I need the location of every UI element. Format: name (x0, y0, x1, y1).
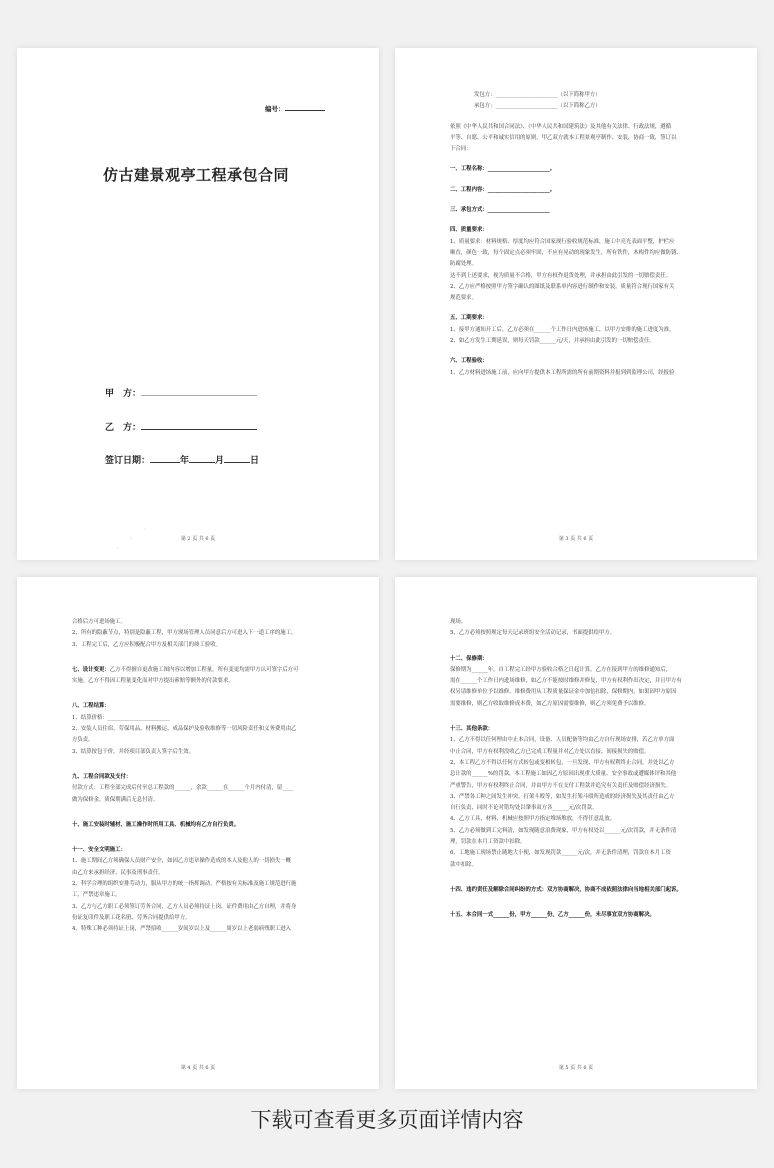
text-line: 严重警告，甲方有权利终止合同，并由甲方不在支付工程款并追究有关责任及赔偿经济损失。 (450, 782, 672, 789)
section-heading: 十五、本合同一式______份，甲方______份，乙方______份，未尽事宜双方协商解决。 (450, 912, 655, 919)
text-line: 4、特殊工种必须持证上岗，严禁招收______岁间岁以上及______周岁以上老弱病残职工进入 (72, 926, 292, 933)
text-line: 顺直，颜色一致，每个固定点必须牢固，不应有晃动的现象发生，所有铁件，木构件均应做防锈、 (450, 249, 682, 256)
text-line: 2、所有的隐蔽节点，特别是隐蔽工程，甲方现场管理人员同意后方可进入下一道工序的施工。 (72, 630, 297, 637)
text-line: 付款方式：工程全部完成后付至总工程款的______，余款______在______个月内付清，留____ (72, 785, 294, 792)
document-page-2 (17, 48, 379, 560)
section-heading: 十二、保修期： (450, 655, 488, 662)
party-b-field (105, 420, 257, 433)
text-line: 1、施工期间乙方须确保人员财产安全，如因乙方违章操作造成的本人及他人的一切损失一概 (72, 858, 292, 865)
text-line: 5、乙方必须按照规定每天记录班组安全活动记录，书面提供给甲方。 (450, 630, 616, 637)
text-line: 保修期为______年，自工程完工经甲方验收合格之日起计算，乙方在接到甲方的维修通知后， (450, 666, 672, 673)
section-heading: 七、设计变更： (72, 666, 110, 673)
page-body (450, 90, 708, 379)
party-a-field (105, 386, 257, 399)
page-footer: 第 5 页 共 6 页 (558, 1065, 594, 1071)
text-line: 1、乙方材料进场施工前，应向甲方提供本工程所需的所有前期资料并报到到监理公司，经报验 (450, 369, 675, 376)
day-label: 日 (250, 456, 260, 466)
text-line: 2、本工程乙方不得以任何方式转包或变相转包，一旦发现，甲方有权利终止合同，并处以乙方 (450, 759, 675, 766)
text-line: 2、如乙方发生工期延误，则每天罚款______元/天，并承担由此引发的一切赔偿责任。 (450, 338, 655, 345)
text-line: 发包方：_______________________（以下简称甲方） (474, 92, 601, 98)
section-heading: 十、施工安装时辅材、施工操作时所用工具、机械均有乙方自行负责。 (72, 821, 240, 828)
text-line: 3、工程完工后，乙方应积极配合甲方及相关部门的竣工验收。 (72, 641, 221, 648)
text-line: 4、乙方工具、材料、机械应按照甲方指定堆场堆放，不得任意乱放。 (450, 816, 616, 823)
text-line (72, 665, 330, 676)
party-a-label: 甲 方： (105, 389, 142, 399)
text-line: 2、乙方应严格按照甲方签字确认的图纸及联系单内容进行制作和安装，质量符合现行国家有关 (450, 283, 675, 290)
text-line: 由乙方来承担经济、民事及刑事责任。 (72, 869, 164, 876)
month-label: 月 (215, 456, 225, 466)
spacer (450, 155, 708, 164)
year-label: 年 (180, 456, 190, 466)
text-line: 款中扣除。 (450, 861, 477, 868)
text-line: 下合同： (450, 146, 472, 153)
section-heading: 十一、安全文明施工： (72, 847, 126, 854)
text-line: 3、乙方与乙方职工必须签订劳务合同，乙方人员必须持证上岗，证件费用由乙方自理，并将身 (72, 903, 297, 910)
section-heading: 十四、违约责任及解除合同纠纷的方式：双方协商解决，协商不成依照法律向当地相关部门起诉。 (450, 886, 682, 893)
section-heading: 十三、其他条款： (450, 726, 494, 733)
text-line: 1、乙方不得以任何理由中止本合同，设备、人员配备等均由乙方自行现场安排，若乙方单方面 (450, 737, 675, 744)
section-heading: 一、工程名称：_______________________。 (450, 166, 556, 173)
spacer (450, 216, 708, 225)
section-heading: 三、承包方式：_______________________ (450, 207, 550, 214)
text-line: 工，严禁违章施工。 (72, 892, 121, 899)
document-page-4 (17, 577, 379, 1089)
text-line: 3、严禁各工种之间发生冲突，打架斗殴等，如发生打架斗殴所造成的经济损失及其责任由乙方 (450, 793, 675, 800)
text-line: 做为保修金，质保期满后无息付清。 (72, 796, 159, 803)
text-fragment: 乙方不得擅自更改施工图内容以增加工程量，所有变更均需甲方认可签字后方可 (109, 666, 299, 673)
text-line: 6、工地施工现场禁止随地大小便，如发现罚款______元/次，并无条件清理，罚款在本月工资 (450, 850, 671, 857)
spacer (450, 871, 708, 885)
spacer (450, 347, 708, 356)
spacer (450, 640, 708, 654)
party-b-label: 乙 方： (105, 423, 142, 433)
text-line: 防腐处理。 (450, 261, 477, 268)
text-line: 1、结算价格：_______________________ (72, 714, 170, 721)
text-line: 依照《中华人民共和国合同法》、《中华人民共和国建筑法》及其他有关法律、行政法规，遵循 (450, 123, 672, 130)
spacer (72, 651, 330, 665)
section-heading: 六、工程验收： (450, 358, 488, 365)
sign-date-field (105, 453, 259, 466)
text-line: 3、结算按包干价，并经项目部负责人签字后生效。 (72, 748, 195, 755)
text-line: 合格后方可进场施工。 (72, 619, 126, 625)
spacer (450, 896, 708, 910)
page-footer: 第 3 页 共 6 页 (558, 536, 594, 542)
spacer (450, 176, 708, 185)
spacer (72, 806, 330, 820)
text-line: 规范要求。 (450, 295, 477, 302)
document-page-5 (395, 577, 757, 1089)
text-line: 权另请维修单位予以维修，维修费用从工程质量保证金中加倍扣除，保修期内，如果因甲方原因 (450, 689, 677, 696)
text-line: 2、科学合理的组织安排劳动力，服从甲方的统一指挥调动，严格按有关标准及施工规范进行施 (72, 881, 297, 888)
text-line: 需要维修，则乙方收取维修成本费，如乙方原因需要维修，则乙方须免费予以维修。 (450, 700, 650, 707)
spacer (72, 758, 330, 772)
text-line: 达不到上述要求，视为质量不合格，甲方有权作退货处理，并承担由此引发的一切赔偿责任。 (450, 272, 672, 279)
spacer (450, 113, 708, 122)
page-body (450, 617, 708, 922)
text-line: 份证复印件及职工花名册、劳务合同提供给甲方。 (72, 914, 191, 921)
text-line: 总计款的______%的罚款，本工程施工如因乙方原因出现重大质量、安全事故或遭媒体评和其他 (450, 771, 677, 778)
contract-number-field (265, 104, 325, 113)
text-line: 理，罚款在本月工资款中扣除。 (450, 839, 526, 846)
text-line: 方负责。 (72, 737, 94, 744)
page-footer: 第 2 页 共 6 页 (180, 536, 216, 542)
spacer (450, 710, 708, 724)
section-heading: 四、质量要求： (450, 227, 488, 234)
text-line: 自行负责，同时不论对错均处以肇事双方各______元/次罚款。 (450, 805, 598, 812)
page-footer: 第 4 页 共 6 页 (180, 1065, 216, 1071)
text-line: 实施。乙方不得因工程量变化而对甲方提出索赔等额外的付款要求。 (72, 678, 234, 685)
section-heading: 八、工程结算： (72, 703, 110, 710)
text-line: 1、质量要求：材料规格、厚度均应符合国家现行验收规范标准，施工中亮光表面平整，护栏应 (450, 238, 675, 245)
section-heading: 二、工程内容：_______________________。 (450, 186, 556, 193)
text-line: 5、乙方必须做到工完料清，如发现随意浪费现象，甲方有权处以______元/次罚款，并无条件清 (450, 827, 677, 834)
spacer (72, 831, 330, 845)
download-caption: 下载可查看更多页面详情内容 (250, 1108, 524, 1132)
text-line: 平等、自愿、公平和诚实信用的原则，甲乙双方就本工程景观亭制作、安装，协商一致，签订以 (450, 134, 677, 141)
text-line: 2、安装人员住宿、劳保用品、材料搬运、成品保护及验收维修等一切风险责任和义务费用由乙 (72, 726, 297, 733)
spacer (72, 687, 330, 701)
document-title: 仿古建景观亭工程承包合同 (103, 166, 290, 184)
text-line: 承包方：_______________________（以下简称乙方） (474, 103, 601, 110)
spacer (450, 196, 708, 205)
contract-number-label: 编号： (265, 105, 285, 113)
text-line: 现场。 (450, 619, 467, 625)
text-line: 1、接甲方通知开工后，乙方必须在______个工作日内进场施工，以甲方安排的施工进度为准。 (450, 326, 675, 333)
watermark (102, 509, 153, 557)
spacer (450, 304, 708, 313)
section-heading: 五、工期要求： (450, 315, 488, 322)
section-heading: 九、工程合同款及支付： (72, 773, 132, 780)
text-line: 需在______个工作日内进场维修，如乙方不能按时维修并修复，甲方有权利作出决定，并且甲方有 (450, 678, 682, 685)
document-page-3 (395, 48, 757, 560)
sign-date-label: 签订日期： (105, 456, 151, 466)
page-body (72, 617, 330, 936)
text-line: 中止合同，甲方有权利没收乙方已完成工程量并对乙方处以直接、间接损失的赔偿。 (450, 748, 650, 755)
